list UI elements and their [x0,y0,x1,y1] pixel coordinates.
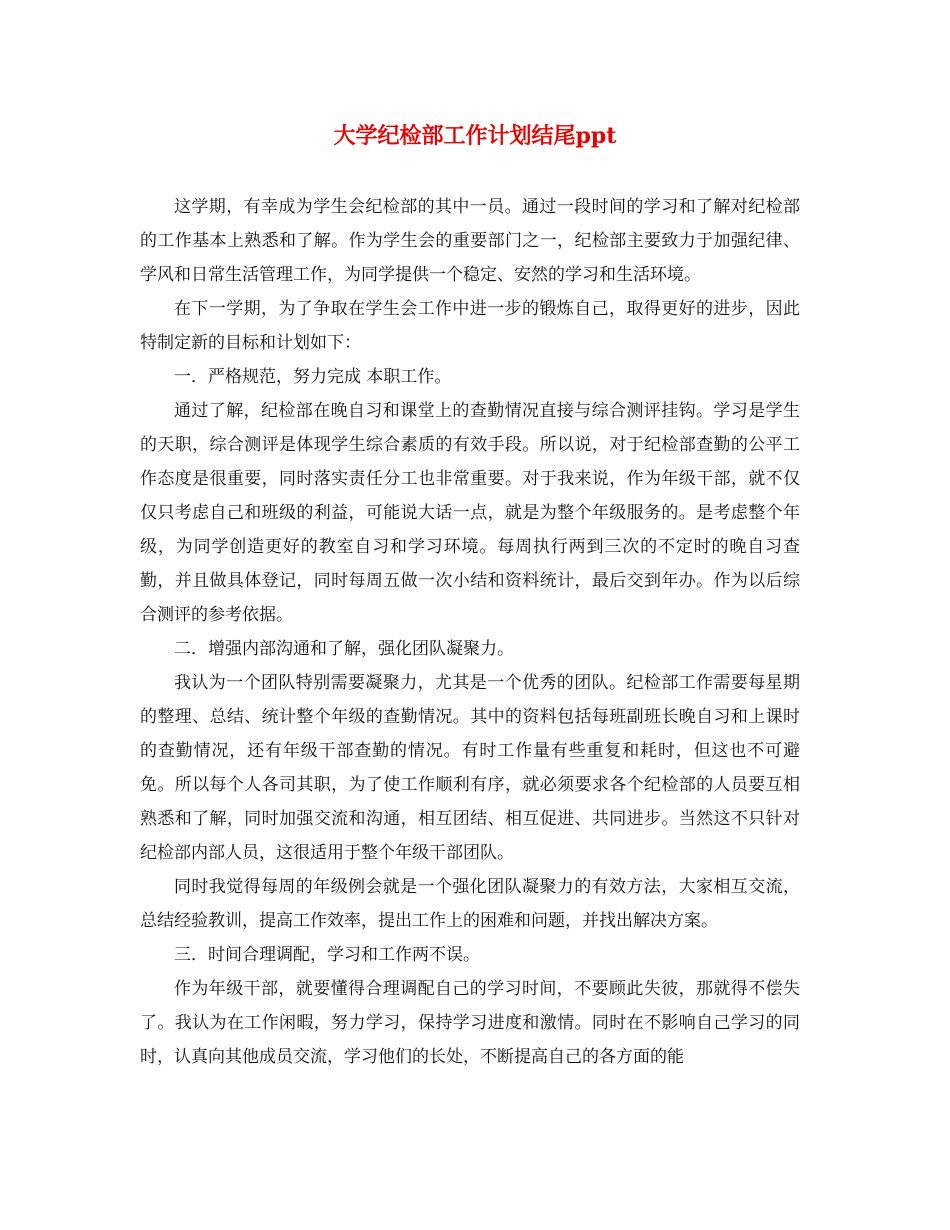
section-heading-2: 二．增强内部沟通和了解，强化团队凝聚力。 [174,639,514,659]
document-body [140,190,800,1074]
paragraph-section-2b: 同时我觉得每周的年级例会就是一个强化团队凝聚力的有效方法，大家相互交流，总结经验教训，提高工作效率，提出工作上的困难和问题，并找出解决方案。 [140,877,800,931]
paragraph-section-1: 通过了解，纪检部在晚自习和课堂上的查勤情况直接与综合测评挂钩。学习是学生的天职，综合测评是体现学生综合素质的有效手段。所以说，对于纪检部查勤的公平工作态度是很重要，同时落实责任分工也非常重要。对于我来说，作为年级干部，就不仅仅只考虑自己和班级的利益，可能说大话一点，就是为整个年级服务的。是考虑整个年级，为同学创造更好的教室自习和学习环境。每周执行两到三次的不定时的晚自习查勤，并且做具体登记，同时每周五做一次小结和资料统计，最后交到年办。作为以后综合测评的参考依据。 [140,401,800,625]
paragraph-next-term: 在下一学期，为了争取在学生会工作中进一步的锻炼自己，取得更好的进步，因此特制定新的目标和计划如下： [140,299,800,353]
paragraph-section-2a: 我认为一个团队特别需要凝聚力，尤其是一个优秀的团队。纪检部工作需要每星期的整理、总结、统计整个年级的查勤情况。其中的资料包括每班副班长晚自习和上课时的查勤情况，还有年级干部查勤的情况。有时工作量有些重复和耗时，但这也不可避免。所以每个人各司其职，为了使工作顺利有序，就必须要求各个纪检部的人员要互相熟悉和了解，同时加强交流和沟通，相互团结、相互促进、共同进步。当然这不只针对纪检部内部人员，这很适用于整个年级干部团队。 [140,673,800,863]
paragraph-section-3: 作为年级干部，就要懂得合理调配自己的学习时间，不要顾此失彼，那就得不偿失了。我认为在工作闲暇，努力学习，保持学习进度和激情。同时在不影响自己学习的同时，认真向其他成员交流，学习他们的长处，不断提高自己的各方面的能 [140,979,800,1067]
document-title: 大学纪检部工作计划结尾ppt [333,123,617,149]
section-heading-3: 三．时间合理调配，学习和工作两不误。 [174,945,480,965]
section-heading-1: 一．严格规范，努力完成 本职工作。 [174,367,452,387]
paragraph-intro: 这学期，有幸成为学生会纪检部的其中一员。通过一段时间的学习和了解对纪检部的工作基本上熟悉和了解。作为学生会的重要部门之一，纪检部主要致力于加强纪律、学风和日常生活管理工作，为同学提供一个稳定、安然的学习和生活环境。 [140,197,800,285]
